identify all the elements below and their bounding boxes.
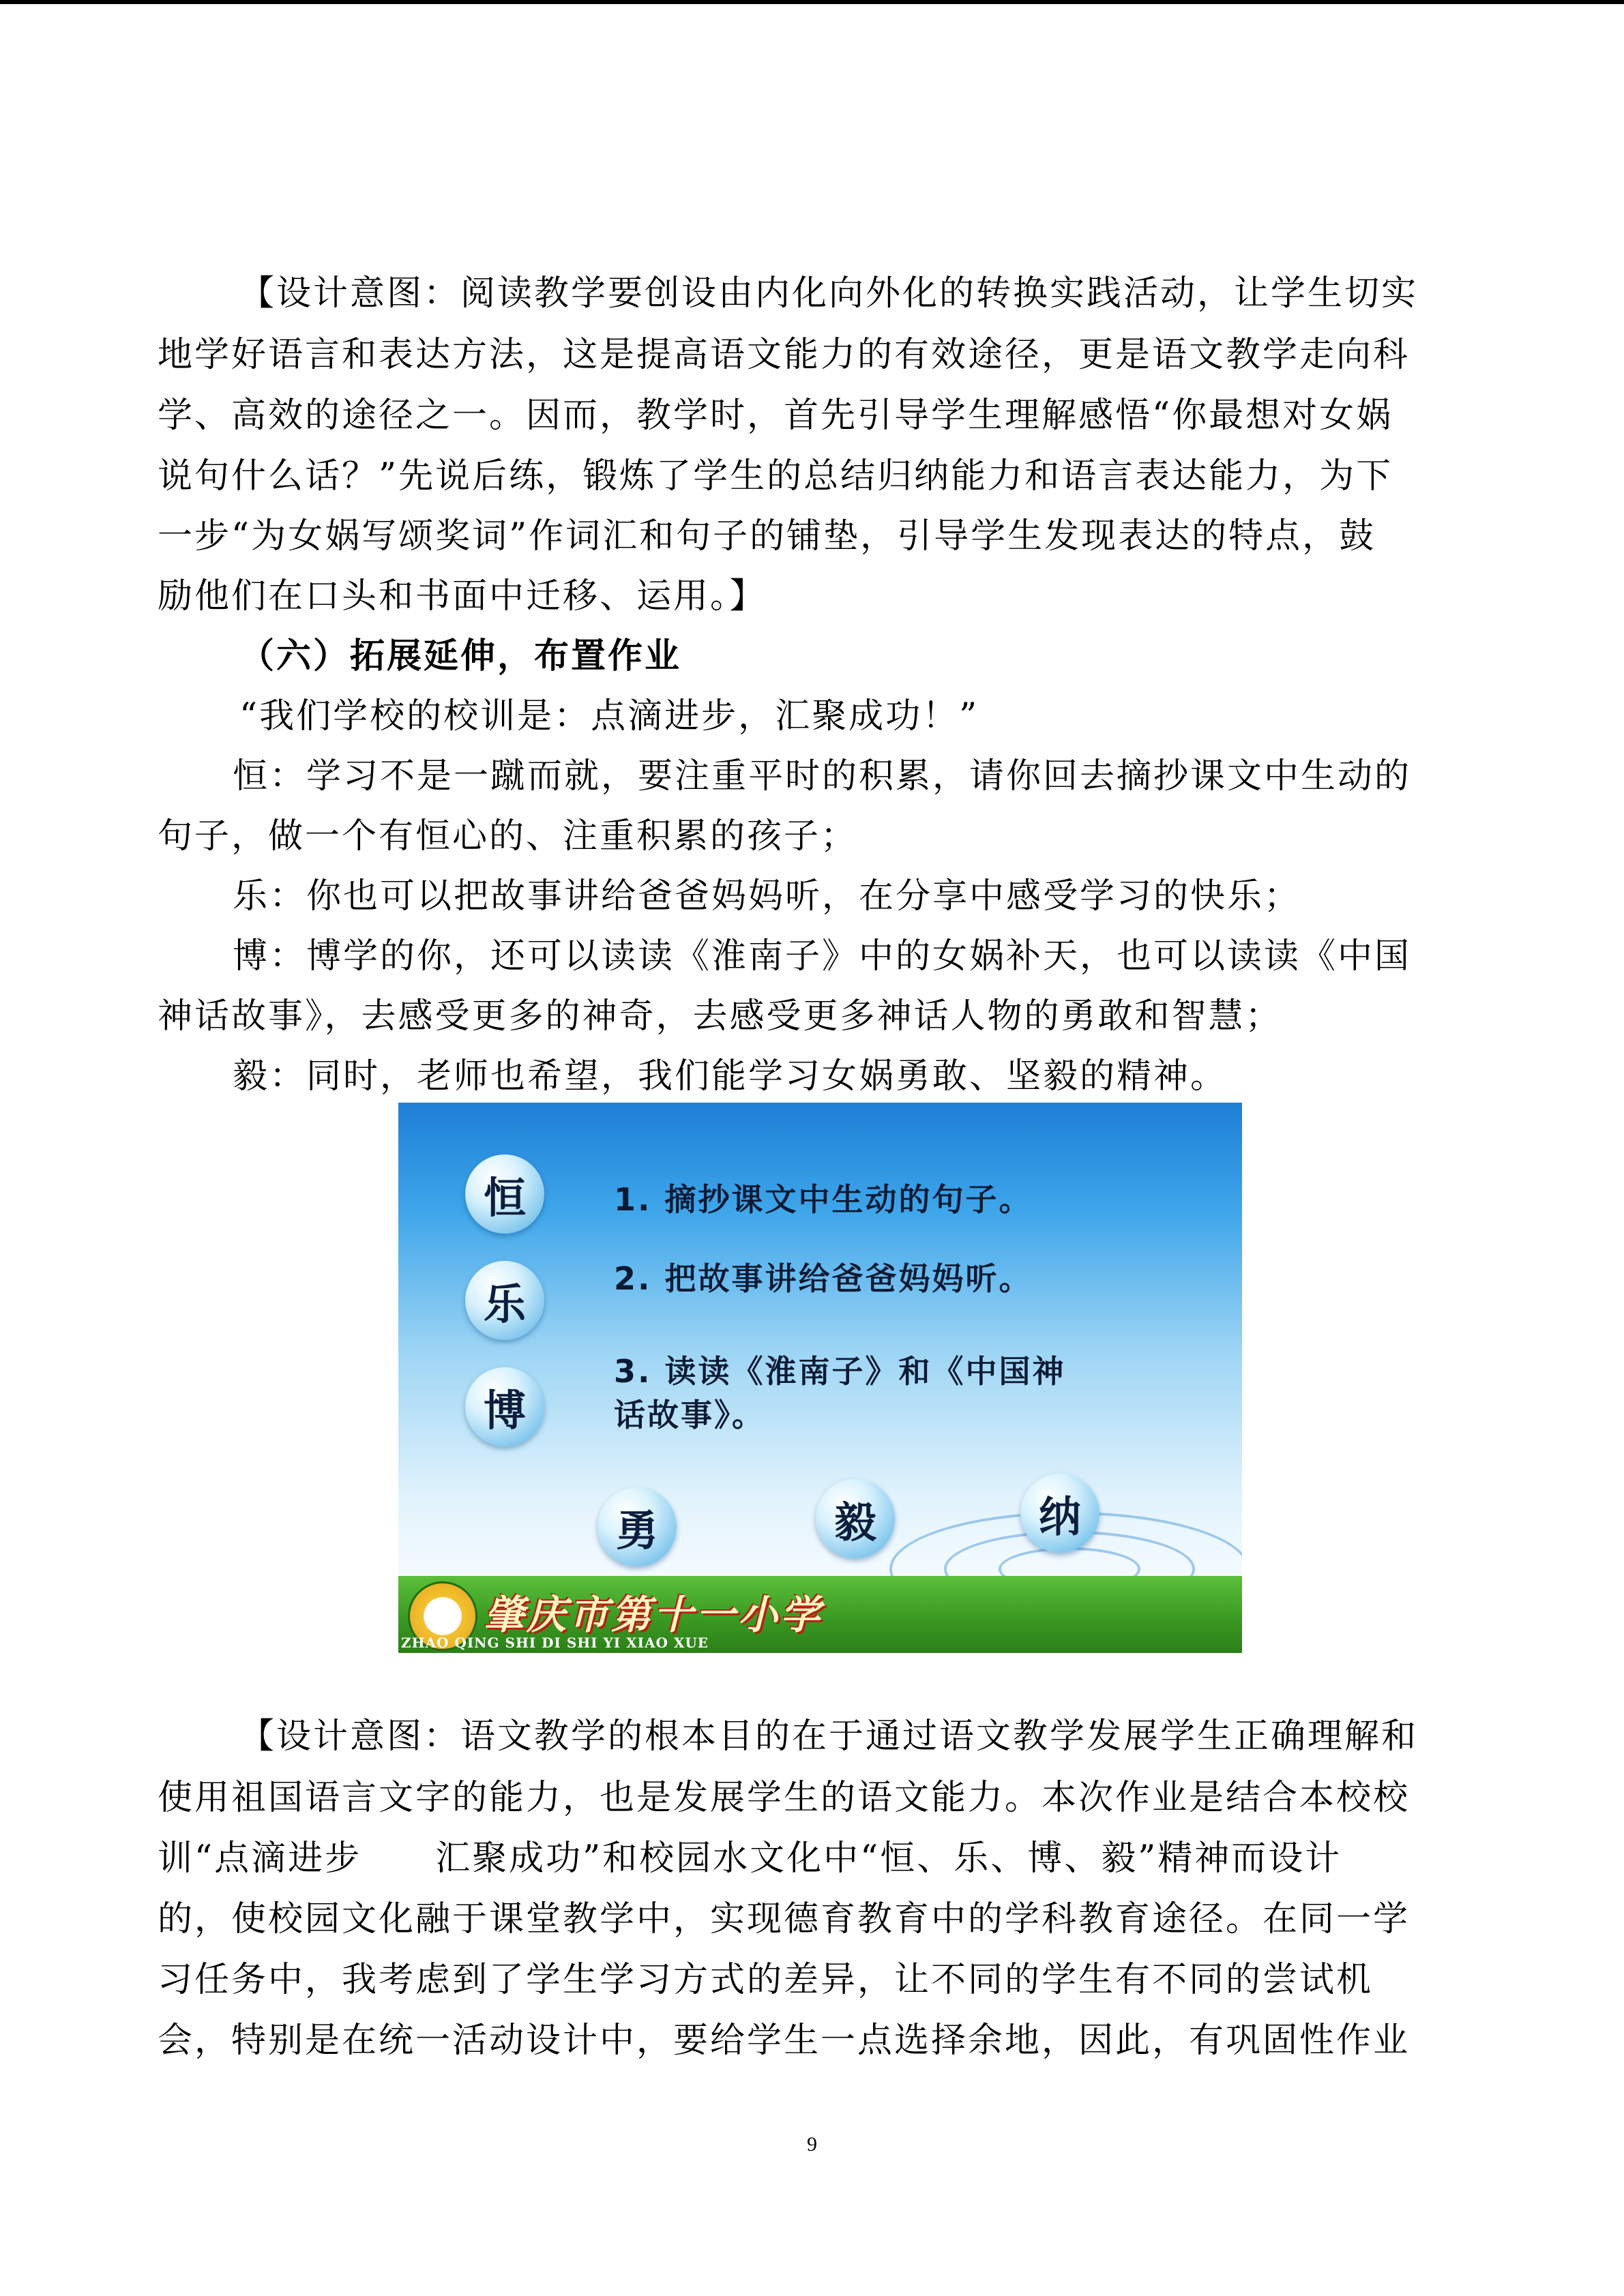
school-name: 肇庆市第十一小学 [484, 1592, 823, 1638]
paragraph-line: 【设计意图：语文教学的根本目的在于通过语文教学发展学生正确理解和 [239, 1716, 1419, 1757]
homework-item-2: 2. 把故事讲给爸爸妈妈听。 [614, 1260, 1033, 1297]
drop-le: 乐 [465, 1261, 544, 1340]
homework-item-3: 3. 读读《淮南子》和《中国神 [614, 1353, 1066, 1390]
drop-bo: 博 [465, 1367, 544, 1446]
paragraph-line: 训“点滴进步 汇聚成功”和校园水文化中“恒、乐、博、毅”精神而设计 [158, 1838, 1342, 1879]
paragraph-line: 一步“为女娲写颂奖词”作词汇和句子的铺垫，引导学生发现表达的特点，鼓 [158, 516, 1376, 556]
paragraph-line: 博：博学的你，还可以读读《淮南子》中的女娲补天，也可以读读《中国 [233, 936, 1412, 976]
paragraph-line: 恒：学习不是一蹴而就，要注重平时的积累，请你回去摘抄课文中生动的 [233, 756, 1412, 796]
top-border [0, 0, 1624, 4]
school-banner [398, 1576, 1242, 1653]
paragraph-line: 地学好语言和表达方法，这是提高语文能力的有效途径，更是语文教学走向科 [158, 335, 1411, 375]
paragraph-line: 学、高效的途径之一。因而，教学时，首先引导学生理解感悟“你最想对女娲 [158, 396, 1393, 436]
paragraph-line: 励他们在口头和书面中迁移、运用。】 [158, 576, 767, 616]
paragraph-line: “我们学校的校训是：点滴进步，汇聚成功！” [239, 696, 979, 736]
paragraph-line: 毅：同时，老师也希望，我们能学习女娲勇敢、坚毅的精神。 [233, 1056, 1228, 1097]
paragraph-line: 会，特别是在统一活动设计中，要给学生一点选择余地，因此，有巩固性作业 [158, 2021, 1411, 2061]
paragraph-line: 神话故事》，去感受更多的神奇，去感受更多神话人物的勇敢和智慧； [158, 996, 1282, 1037]
homework-slide-image [398, 1103, 1242, 1653]
page-number: 9 [807, 2133, 817, 2156]
drop-na: 纳 [1020, 1474, 1099, 1553]
homework-item-1: 1. 摘抄课文中生动的句子。 [614, 1181, 1033, 1218]
paragraph-line: 习任务中，我考虑到了学生学习方式的差异，让不同的学生有不同的尝试机 [158, 1960, 1374, 2000]
drop-heng: 恒 [465, 1154, 544, 1234]
drop-yi: 毅 [816, 1479, 895, 1558]
paragraph-line: 使用祖国语言文字的能力，也是发展学生的语文能力。本次作业是结合本校校 [158, 1778, 1411, 1818]
school-pinyin: ZHAO QING SHI DI SHI YI XIAO XUE [401, 1635, 709, 1651]
paragraph-line: 句子，做一个有恒心的、注重积累的孩子； [158, 816, 858, 856]
paragraph-line: 说句什么话？”先说后练，锻炼了学生的总结归纳能力和语言表达能力，为下 [158, 456, 1393, 496]
drop-yong: 勇 [597, 1487, 677, 1566]
paragraph-line: 【设计意图：阅读教学要创设由内化向外化的转换实践活动，让学生切实 [239, 273, 1419, 314]
paragraph-line: 乐：你也可以把故事讲给爸爸妈妈听，在分享中感受学习的快乐； [233, 876, 1301, 916]
homework-item-3-cont: 话故事》。 [614, 1397, 765, 1433]
section-heading: （六）拓展延伸，布置作业 [239, 636, 682, 676]
paragraph-line: 的，使校园文化融于课堂教学中，实现德育教育中的学科教育途径。在同一学 [158, 1899, 1411, 1939]
